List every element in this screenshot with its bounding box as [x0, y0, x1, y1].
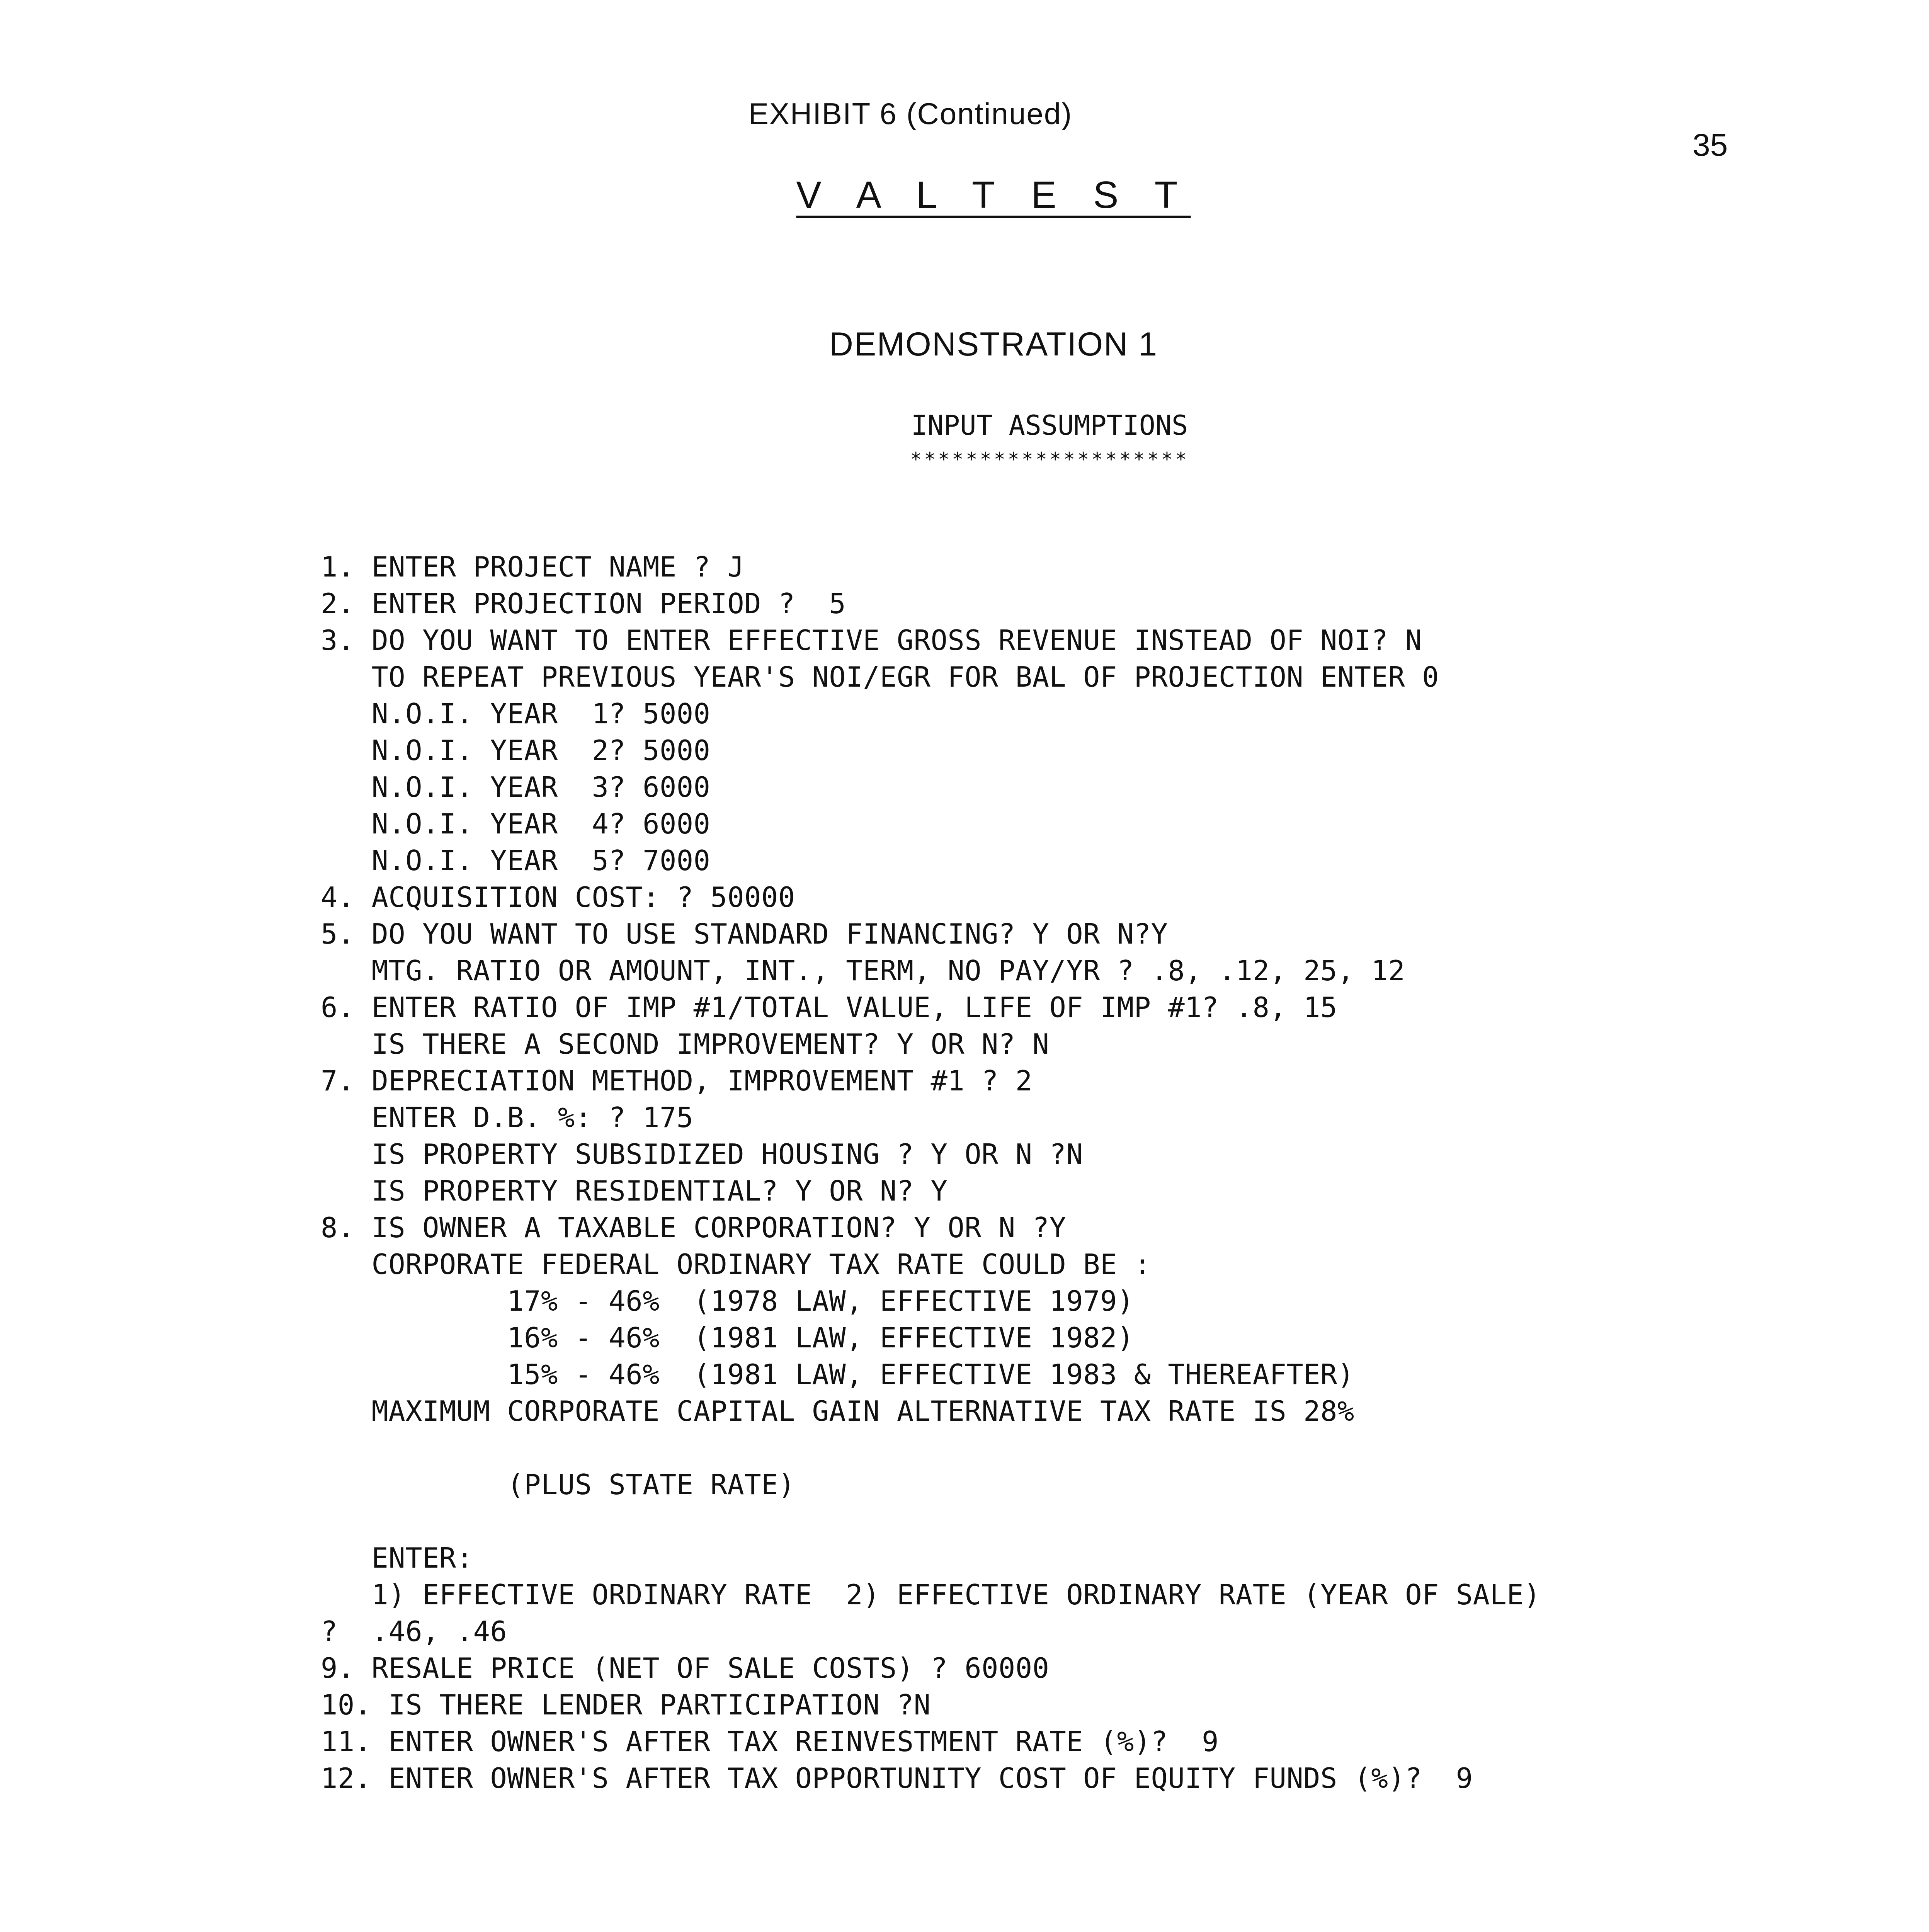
transcript-line: 10. IS THERE LENDER PARTICIPATION ?N	[321, 1689, 931, 1721]
section-rule: ********************	[910, 448, 1189, 471]
transcript-line: 8. IS OWNER A TAXABLE CORPORATION? Y OR N ?Y	[321, 1211, 1067, 1244]
transcript-line	[321, 1503, 1541, 1540]
document-title: V A L T E S T	[796, 173, 1191, 216]
transcript-line: 11. ENTER OWNER'S AFTER TAX REINVESTMENT RATE (%)? 9	[321, 1725, 1219, 1758]
transcript-line: ? .46, .46	[321, 1615, 507, 1648]
section-heading: INPUT ASSUMPTIONS	[911, 410, 1188, 441]
transcript-line: 7. DEPRECIATION METHOD, IMPROVEMENT #1 ? 2	[321, 1065, 1033, 1097]
transcript-line: 5. DO YOU WANT TO USE STANDARD FINANCING? Y OR N?Y	[321, 918, 1168, 950]
transcript-line: IS PROPERTY SUBSIDIZED HOUSING ? Y OR N ?N	[321, 1138, 1084, 1170]
transcript-line: 2. ENTER PROJECTION PERIOD ? 5	[321, 587, 846, 620]
transcript-line: 12. ENTER OWNER'S AFTER TAX OPPORTUNITY COST OF EQUITY FUNDS (%)? 9	[321, 1762, 1473, 1794]
demonstration-heading: DEMONSTRATION 1	[829, 326, 1158, 363]
transcript-line: 6. ENTER RATIO OF IMP #1/TOTAL VALUE, LIFE OF IMP #1? .8, 15	[321, 991, 1337, 1024]
transcript-line: N.O.I. YEAR 1? 5000	[321, 697, 711, 730]
transcript-line: N.O.I. YEAR 4? 6000	[321, 808, 711, 840]
transcript-line	[321, 1430, 1541, 1466]
transcript-line: (PLUS STATE RATE)	[321, 1468, 795, 1501]
transcript-line: ENTER:	[321, 1542, 473, 1574]
transcript-line: IS THERE A SECOND IMPROVEMENT? Y OR N? N	[321, 1028, 1050, 1060]
transcript-line: 17% - 46% (1978 LAW, EFFECTIVE 1979)	[321, 1285, 1134, 1317]
transcript-line: MAXIMUM CORPORATE CAPITAL GAIN ALTERNATIVE TAX RATE IS 28%	[321, 1395, 1354, 1427]
transcript-line: 15% - 46% (1981 LAW, EFFECTIVE 1983 & THEREAFTER)	[321, 1358, 1354, 1391]
transcript-line: 9. RESALE PRICE (NET OF SALE COSTS) ? 60000	[321, 1652, 1050, 1684]
transcript-line: 4. ACQUISITION COST: ? 50000	[321, 881, 795, 913]
transcript-line: IS PROPERTY RESIDENTIAL? Y OR N? Y	[321, 1175, 948, 1207]
transcript-line: N.O.I. YEAR 5? 7000	[321, 844, 711, 877]
page-number: 35	[1693, 128, 1728, 163]
transcript-line: N.O.I. YEAR 3? 6000	[321, 771, 711, 803]
transcript-line: 1) EFFECTIVE ORDINARY RATE 2) EFFECTIVE ORDINARY RATE (YEAR OF SALE)	[321, 1578, 1541, 1611]
transcript-line: 1. ENTER PROJECT NAME ? J	[321, 551, 745, 583]
transcript-line: MTG. RATIO OR AMOUNT, INT., TERM, NO PAY/YR ? .8, .12, 25, 12	[321, 954, 1405, 987]
transcript-line: 3. DO YOU WANT TO ENTER EFFECTIVE GROSS REVENUE INSTEAD OF NOI? N	[321, 624, 1422, 656]
terminal-transcript	[321, 549, 1541, 1797]
transcript-line: TO REPEAT PREVIOUS YEAR'S NOI/EGR FOR BAL OF PROJECTION ENTER 0	[321, 661, 1439, 693]
transcript-line: ENTER D.B. %: ? 175	[321, 1101, 694, 1134]
transcript-line: N.O.I. YEAR 2? 5000	[321, 734, 711, 767]
exhibit-label: EXHIBIT 6 (Continued)	[748, 97, 1073, 131]
transcript-line: CORPORATE FEDERAL ORDINARY TAX RATE COULD BE :	[321, 1248, 1151, 1281]
transcript-line: 16% - 46% (1981 LAW, EFFECTIVE 1982)	[321, 1321, 1134, 1354]
